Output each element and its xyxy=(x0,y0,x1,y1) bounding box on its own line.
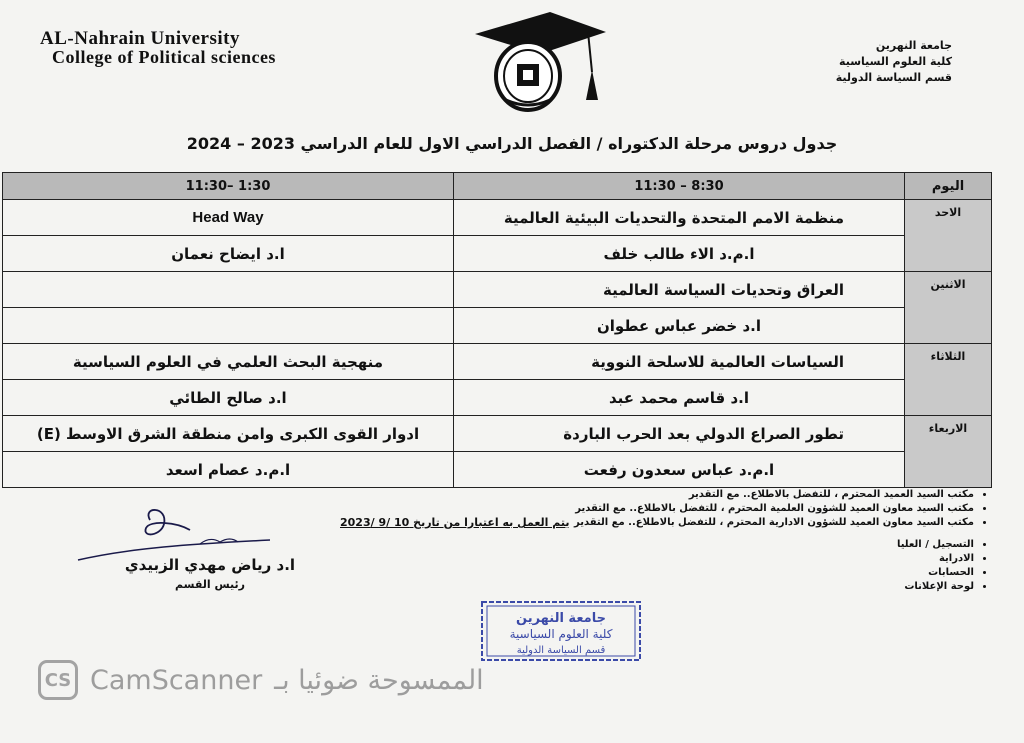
stamp-line-1: جامعة النهرين xyxy=(516,611,606,626)
department-name-ar: قسم السياسة الدولية xyxy=(835,71,952,84)
table-row xyxy=(3,272,992,308)
slot2-teacher: ا.د ايضاح نعمان xyxy=(3,236,454,272)
header-slot2: 1:30 –11:30 xyxy=(3,173,454,200)
university-logo-icon xyxy=(470,8,610,112)
table-header-row xyxy=(3,173,992,200)
slot1-teacher: ا.د خضر عباس عطوان xyxy=(454,308,905,344)
slot2-course: ادوار القوى الكبرى وامن منطقة الشرق الاوسط (E) xyxy=(3,416,454,452)
slot1-course: العراق وتحديات السياسة العالمية xyxy=(454,272,905,308)
table-row xyxy=(3,200,992,236)
stamp-line-3: قسم السياسة الدولية xyxy=(516,645,606,656)
slot2-course xyxy=(3,272,454,308)
camscanner-logo-icon: CS xyxy=(38,660,78,700)
header-day: اليوم xyxy=(905,173,992,200)
cc-item: • التسجيل / العليا xyxy=(574,538,974,552)
cc-item: • الحسابات xyxy=(574,566,974,580)
slot1-teacher: ا.د قاسم محمد عبد xyxy=(454,380,905,416)
header-slot1: 8:30 – 11:30 xyxy=(454,173,905,200)
table-row xyxy=(3,380,992,416)
slot2-course: Head Way xyxy=(3,200,454,236)
table-row xyxy=(3,236,992,272)
signer-role: رئيس القسم xyxy=(175,578,245,591)
cc-list xyxy=(574,488,988,594)
college-name-ar: كلية العلوم السياسية xyxy=(839,55,952,68)
slot2-teacher xyxy=(3,308,454,344)
camscanner-watermark xyxy=(38,660,484,700)
schedule-table xyxy=(2,172,992,488)
signer-name: ا.د رياض مهدي الزبيدي xyxy=(124,556,296,574)
slot1-teacher: ا.م.د الاء طالب خلف xyxy=(454,236,905,272)
watermark-ar-text: الممسوحة ضوئيا بـ xyxy=(274,664,484,696)
slot2-teacher: ا.د صالح الطائي xyxy=(3,380,454,416)
cc-item: • مكتب السيد معاون العميد للشؤون العلمية المحترم ، للتفضل بالاطلاع.. مع التقدير xyxy=(574,502,974,516)
college-name-en: College of Political sciences xyxy=(52,47,276,67)
day-cell: الاحد xyxy=(905,200,992,272)
table-row xyxy=(3,308,992,344)
university-name-ar: جامعة النهرين xyxy=(875,39,952,52)
day-cell: الاربعاء xyxy=(905,416,992,488)
cc-item: • مكتب السيد العميد المحترم ، للتفضل بالاطلاع.. مع التقدير xyxy=(574,488,974,502)
department-stamp xyxy=(480,600,642,662)
cc-item: • الادراية xyxy=(574,552,974,566)
cc-item: • لوحة الإعلانات xyxy=(574,580,974,594)
page-title: جدول دروس مرحلة الدكتوراه / الفصل الدراسي الاول للعام الدراسي 2023 – 2024 xyxy=(186,134,838,153)
slot1-course: السياسات العالمية للاسلحة النووية xyxy=(454,344,905,380)
slot1-course: تطور الصراع الدولي بعد الحرب الباردة xyxy=(454,416,905,452)
day-cell: الثلاثاء xyxy=(905,344,992,416)
slot1-course: منظمة الامم المتحدة والتحديات البيئية العالمية xyxy=(454,200,905,236)
table-row xyxy=(3,344,992,380)
header-ar xyxy=(836,38,952,86)
stamp-line-2: كلية العلوم السياسية xyxy=(509,627,613,641)
table-row xyxy=(3,416,992,452)
slot1-teacher: ا.م.د عباس سعدون رفعت xyxy=(454,452,905,488)
table-row xyxy=(3,452,992,488)
cc-item: • مكتب السيد معاون العميد للشؤون الادارية المحترم ، للتفضل بالاطلاع.. مع التقدير xyxy=(574,516,974,530)
slot2-teacher: ا.م.د عصام اسعد xyxy=(3,452,454,488)
watermark-text: CamScanner xyxy=(90,664,263,696)
slot2-course: منهجية البحث العلمي في العلوم السياسية xyxy=(3,344,454,380)
effective-date-note: يتم العمل به اعتبارا من تاريخ 10 /9 /2023 xyxy=(340,516,570,529)
university-name-en: AL-Nahrain University xyxy=(40,28,240,49)
day-cell: الاثنين xyxy=(905,272,992,344)
